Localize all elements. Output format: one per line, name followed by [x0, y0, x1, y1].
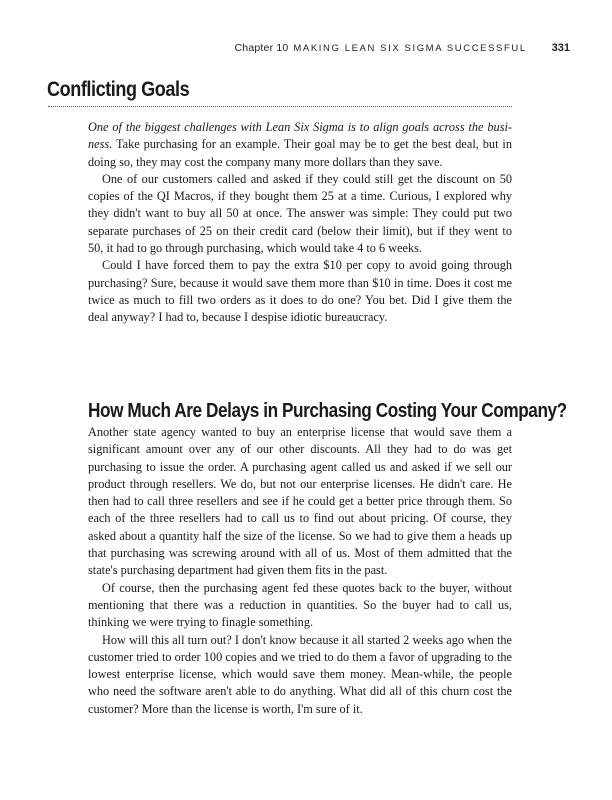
section-body-conflicting-goals: [88, 119, 512, 327]
chapter-title: MAKING LEAN SIX SIGMA SUCCESSFUL: [293, 43, 527, 54]
paragraph: [88, 119, 512, 171]
italic-lead-sentence: One of the biggest challenges with Lean Six Sigma is to align goals across the busi-ness.: [88, 120, 512, 152]
paragraph: One of our customers called and asked if they could still get the discount on 50 copies of the QI Macros, if they bought them 25 at a time. Curious, I explored why they didn't want to buy all 50 at once. The answer was simple: They could put two separate purchases of 25 on their credit card (below their limit), but if they went to 50, it had to go through purchasing, which would take 4 to 6 weeks.: [88, 171, 512, 256]
section-heading-purchasing-delays: How Much Are Delays in Purchasing Costing Your Company?: [88, 400, 567, 422]
paragraph: Could I have forced them to pay the extra $10 per copy to avoid going through purchasing? Sure, because it would save them more than $10 in time. Does it cost me twice as much to fill two orders as it does to do one? You bet. Did I give them the deal anyway? I had to, because I despise idiotic bureaucracy.: [88, 258, 512, 325]
chapter-label: Chapter 10: [234, 42, 289, 54]
running-header: [48, 42, 570, 54]
paragraph: How will this all turn out? I don't know because it all started 2 weeks ago when the customer tried to order 100 copies and we tried to do them a favor of upgrading to the lowest enterprise license, which would save them money. Mean-while, the people who need the software aren't able to do anything. What did all of this churn cost the customer? More than the license is worth, I'm sure of it.: [88, 632, 512, 716]
paragraph-text: Take purchasing for an example. Their goal may be to get the best deal, but in doing so, they may cost the company many more dollars than they save.: [88, 137, 512, 169]
section-body-purchasing-delays: [88, 424, 512, 718]
paragraph: Of course, then the purchasing agent fed these quotes back to the buyer, without mentioning that there was a reduction in quantities. So the buyer had to call us, thinking we were trying to finagle something.: [88, 580, 512, 630]
heading-dotted-rule: [48, 106, 512, 107]
paragraph: Another state agency wanted to buy an enterprise license that would save them a significant amount over any of our other discounts. All they had to do was get purchasing to issue the order. A purchasing agent called us and asked if we sell our product through resellers. We do, but not our enterprise licenses. He didn't care. He then had to call three resellers and see if he could get a better price through them. So each of the three resellers had to call us to find out about pricing. Of course, they asked about a quantity half the size of the license. So we had to give them a heads up that purchasing was screwing around with all of us. Most of them admitted that the state's purchasing department had given them fits in the past.: [88, 425, 512, 578]
section-heading-conflicting-goals: Conflicting Goals: [47, 78, 190, 101]
page-number: 331: [551, 42, 570, 54]
